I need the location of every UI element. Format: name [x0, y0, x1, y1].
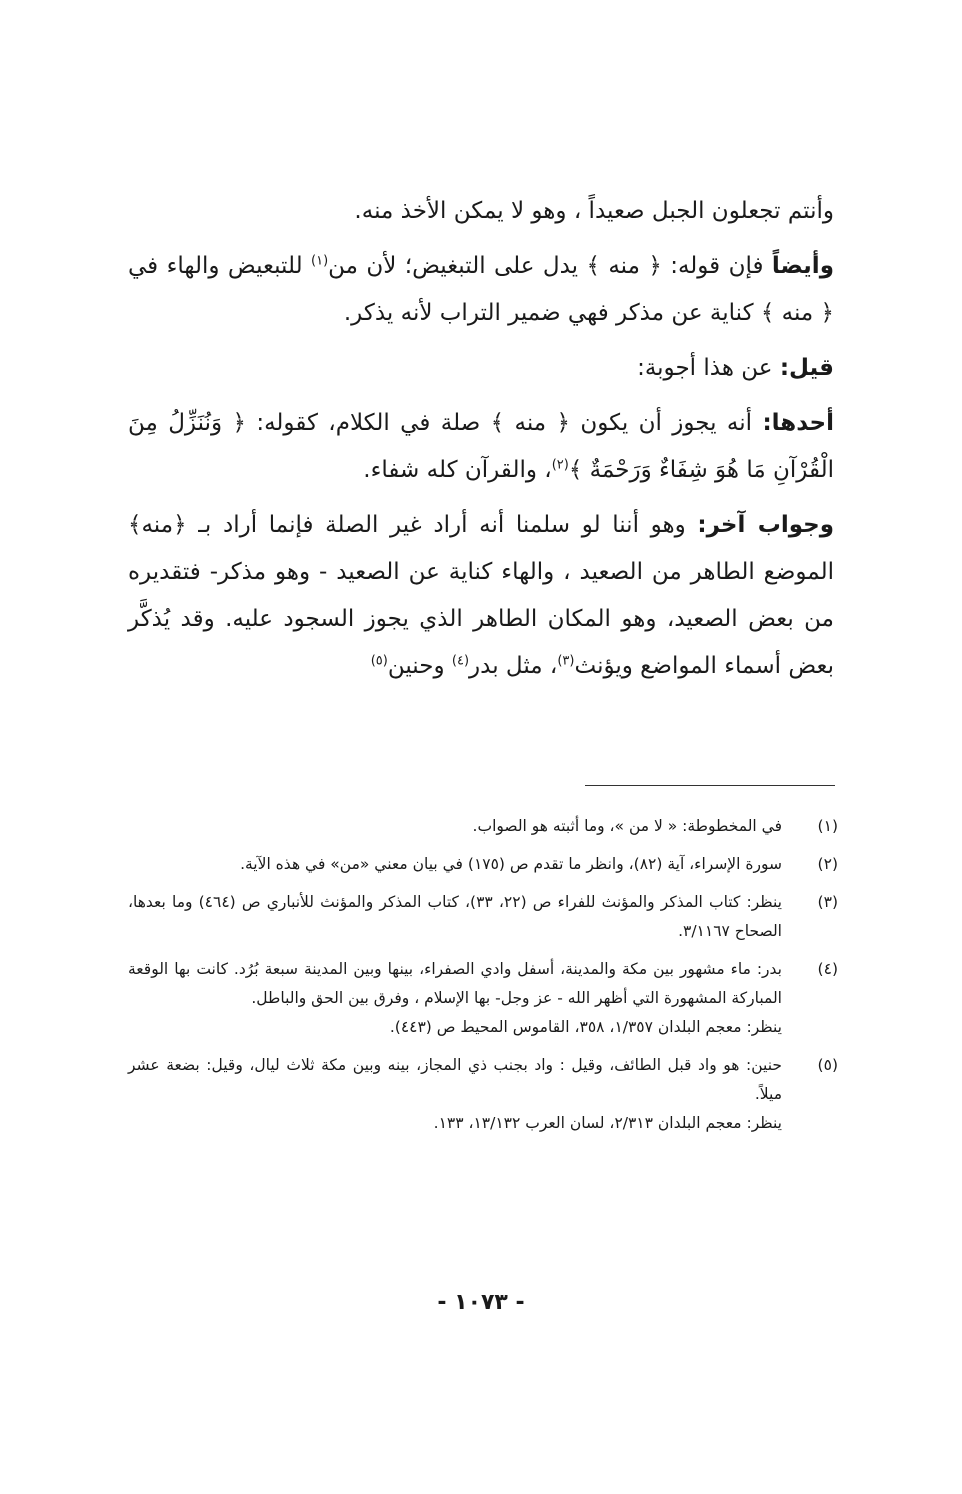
footnote-1 — [128, 812, 838, 841]
footnote-ref-3: (٣) — [557, 653, 575, 669]
footnote-ref-2: (٢) — [551, 457, 569, 473]
footnote-reference: ينظر: معجم البلدان ٢/٣١٣، لسان العرب ١٣/١٣٢، ١٣٣. — [433, 1114, 782, 1132]
paragraph-4-lead: أحدها: — [762, 410, 834, 436]
footnote-text: ينظر: كتاب المذكر والمؤنث للفراء ص (٢٢، ٣٣)، كتاب المذكر والمؤنث للأنباري ص (٤٦٤) وما بعدها، الصحاح ٣/١١٦٧. — [128, 893, 782, 940]
paragraph-2-lead: وأيضاً — [771, 253, 834, 279]
paragraph-1 — [128, 188, 834, 235]
paragraph-3-text: عن هذا أجوبة: — [637, 355, 780, 381]
footnote-number: (٤) — [817, 960, 838, 978]
paragraph-4 — [128, 400, 834, 494]
footnote-text: في المخطوطة: « لا من »، وما أثبته هو الصواب. — [472, 817, 782, 835]
footnote-reference: ينظر: معجم البلدان ١/٣٥٧، ٣٥٨، القاموس المحيط ص (٤٤٣). — [389, 1018, 782, 1036]
footnote-number: (٢) — [817, 855, 838, 873]
main-text — [128, 188, 834, 698]
footnote-number: (٣) — [817, 893, 838, 911]
paragraph-5-lead: وجواب آخر: — [697, 512, 834, 538]
footnote-text: بدر: ماء مشهور بين مكة والمدينة، أسفل وادي الصفراء، بينها وبين المدينة سبعة بُرُد. كانت بها الوقعة المباركة المشهورة التي أظهر الله - عز وجل- بها الإسلام ، وفرق بين الحق والباطل. — [128, 960, 782, 1007]
footnote-ref-5: (٥) — [370, 653, 388, 669]
footnote-number: (١) — [817, 817, 838, 835]
paragraph-5 — [128, 502, 834, 690]
paragraph-3-lead: قيل: — [779, 355, 834, 381]
paragraph-2 — [128, 243, 834, 337]
paragraph-2-text-a: فإن قوله: ﴿ منه ﴾ يدل على التبغيض؛ لأن من — [328, 253, 772, 279]
paragraph-3 — [128, 345, 834, 392]
footnote-2 — [128, 850, 838, 879]
page-number: - ١٠٧٣ - — [437, 1290, 525, 1315]
footnote-divider — [585, 785, 835, 786]
paragraph-2-text-b: للتبعيض والهاء في ﴿ منه ﴾ كناية عن مذكر فهي ضمير التراب لأنه يذكر. — [128, 253, 834, 326]
footnote-text: سورة الإسراء، آية (٨٢)، وانظر ما تقدم ص (١٧٥) في بيان معني «من» في هذه الآية. — [240, 855, 782, 873]
footnote-ref-4: (٤) — [451, 653, 470, 669]
paragraph-5-text-a: وهو أننا لو سلمنا أنه أراد غير الصلة فإنما أراد بـ ﴿منه﴾ الموضع الطاهر من الصعيد ، والهاء كناية عن الصعيد - وهو مذكر- فتقديره من بعض الصعيد، وهو المكان الطاهر الذي يجوز السجود عليه. وقد يُذكَّر بعض أسماء المواضع ويؤنث — [128, 512, 834, 679]
paragraph-4-text-b: ، والقرآن كله شفاء. — [363, 457, 552, 483]
paragraph-1-text: وأنتم تجعلون الجبل صعيداً ، وهو لا يمكن الأخذ منه. — [354, 198, 834, 224]
footnotes — [128, 812, 838, 1147]
paragraph-5-text-b: ، مثل بدر — [469, 653, 558, 679]
paragraph-5-text-c: وحنين — [387, 653, 452, 679]
footnote-4 — [128, 955, 838, 1042]
footnote-3 — [128, 888, 838, 946]
footnote-number: (٥) — [817, 1056, 838, 1074]
paragraph-4-text-a: أنه يجوز أن يكون ﴿ منه ﴾ صلة في الكلام، كقوله: ﴿ وَنُنَزِّلُ مِنَ الْقُرْآنِ مَا هُوَ شِفَاءٌ وَرَحْمَةٌ ﴾ — [128, 410, 834, 483]
footnote-ref-1: (١) — [311, 253, 329, 269]
footnote-text: حنين: هو واد قبل الطائف، وقيل : واد بجنب ذي المجاز، بينه وبين مكة ثلاث ليال، وقيل: بضعة عشر ميلاً. — [128, 1056, 782, 1103]
footnote-5 — [128, 1051, 838, 1138]
